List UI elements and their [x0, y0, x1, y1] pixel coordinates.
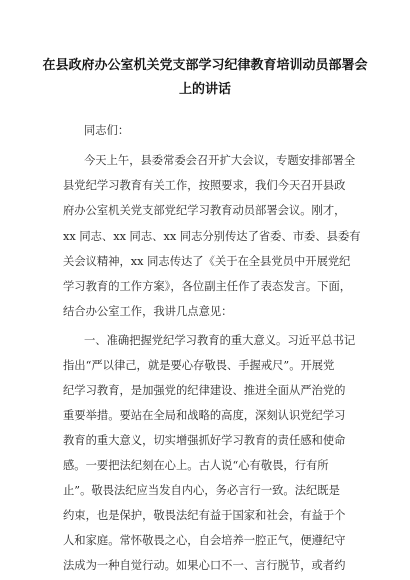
document-title-line-1: 在县政府办公室机关党支部学习纪律教育培训动员部署会: [42, 58, 368, 73]
body-line: 人和家庭。常怀敬畏之心，自会培养一腔正气，便遵纪守: [63, 534, 346, 547]
document-title-line-2: 上的讲话: [178, 82, 231, 97]
body-line: 法成为一种自觉行动。如果心口不一、言行脱节，或者约: [63, 559, 346, 572]
body-line: 今天上午，县委常委会召开扩大会议，专题安排部署全: [84, 154, 356, 167]
body-line: 感。一要把法纪刻在心上。古人说“心有敬畏，行有所: [63, 459, 329, 472]
body-line: 指出“严以律己，就是要心存敬畏、手握戒尺”。开展党: [63, 359, 335, 372]
body-line: 府办公室机关党支部党纪学习教育动员部署会议。刚才，: [63, 204, 346, 217]
body-line: 纪学习教育，是加强党的纪律建设、推进全面从严治党的: [63, 384, 346, 397]
body-line: 结合办公室工作，我讲几点意见：: [63, 305, 233, 318]
body-line: 约束，也是保护，敬畏法纪有益于国家和社会，有益于个: [63, 509, 346, 522]
body-line: 教育的重大意义，切实增强抓好学习教育的责任感和使命: [63, 434, 346, 447]
body-line: 一、准确把握党纪学习教育的重大意义。习近平总书记: [84, 334, 356, 347]
body-line: 关会议精神，xx 同志传达了《关于在全县党员中开展党纪: [63, 255, 351, 268]
greeting: 同志们：: [84, 124, 130, 137]
body-line: 重要举措。要站在全局和战略的高度，深刻认识党纪学习: [63, 409, 346, 422]
body-line: 县党纪学习教育有关工作，按照要求，我们今天召开县政: [63, 179, 346, 192]
body-line: 学习教育的工作方案》，各位副主任作了表态发言。下面，: [63, 280, 352, 293]
body-line: 止”。敬畏法纪应当发自内心，务必言行一致。法纪既是: [63, 484, 340, 497]
body-line: xx 同志、xx 同志、xx 同志分别传达了省委、市委、县委有: [63, 230, 361, 243]
